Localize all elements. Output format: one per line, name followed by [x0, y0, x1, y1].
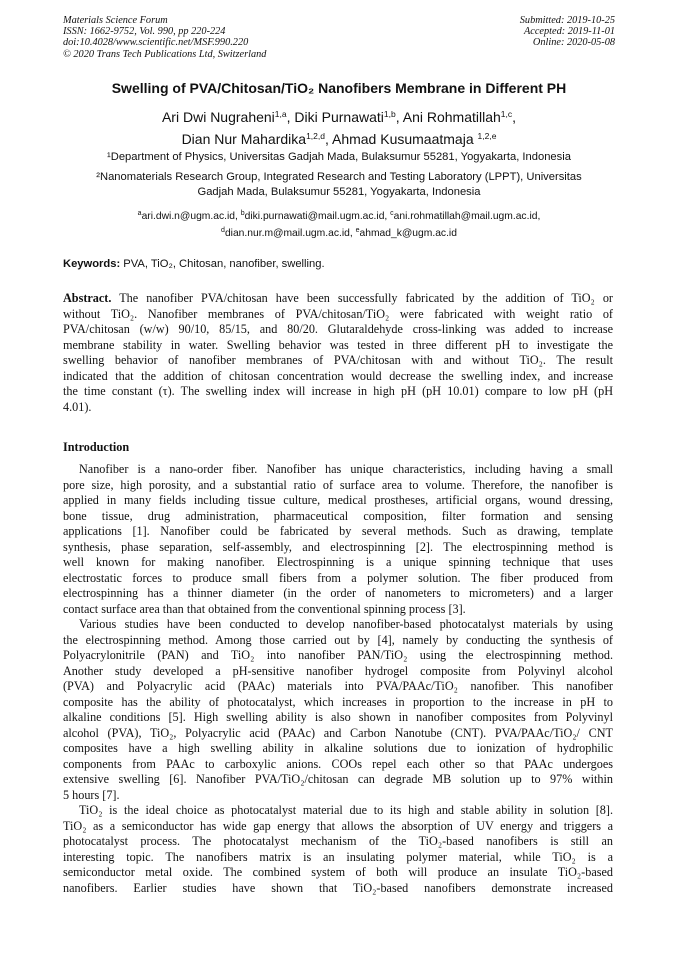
- author-affil-sup: 1,a: [274, 109, 287, 119]
- keywords-text: PVA, TiO₂, Chitosan, nanofiber, swelling.: [120, 258, 325, 270]
- email-sup: e: [355, 226, 360, 234]
- online-date: Online: 2020-05-08: [532, 37, 615, 49]
- accepted-date: Accepted: 2019-11-01: [523, 26, 615, 38]
- paper-title: Swelling of PVA/Chitosan/TiO₂ Nanofibers Membrane in Different PH: [111, 80, 567, 96]
- email-sup: b: [240, 210, 245, 217]
- journal-copyright: © 2020 Trans Tech Publications Ltd, Switzerland: [63, 48, 267, 60]
- email-link[interactable]: ari.dwi.n@ugm.ac.id,: [141, 211, 241, 222]
- paragraph-line: Polyacrylonitrile (PAN) and TiO₂ into nanofiber PAN/TiO₂ using the electrospinning method.: [63, 648, 613, 662]
- journal-doi: doi:10.4028/www.scientific.net/MSF.990.220: [63, 37, 249, 49]
- journal-name: Materials Science Forum: [63, 15, 168, 26]
- paragraph-line: Nanofiber is a nano-order fiber. Nanofiber has unique characteristics, including having a small: [79, 462, 613, 476]
- journal-info: [63, 15, 266, 60]
- paragraph-line: applied in many fields including tissue culture, medical prostheses, artificial organs, wound dressing,: [63, 493, 613, 507]
- author-line-1: Ari Dwi Nugraheni$^{1,a}$, Diki Purnawati$^{1,b}$, Ani Rohmatillah$^{1,c}$,: [161, 109, 517, 125]
- paragraph-line: synthesis, phase separation, self-assembly, and electrospinning [2]. The electrospinning method is: [63, 539, 613, 554]
- paragraph-line: components from PAAc to carboxylic anions. COOs repel each other so that PAAc undergoes: [63, 756, 613, 771]
- paragraph-line: electrospinning has a thinner diameter (in the order of nanometers to micrometers) and a larger: [63, 586, 613, 600]
- paragraph-line: composites have a high swelling ability in alkaline solutions due to ionization of hydrophilic: [63, 741, 613, 755]
- paragraph-line: composite has the ability of photocatalyst, which increases in proportion to the increase in pH to: [63, 694, 613, 709]
- abstract-line: without TiO₂. Nanofiber membranes of PVA/chitosan/TiO₂ were fabricated with weight ratio of: [63, 306, 613, 321]
- abstract-line: 4.01).: [63, 399, 92, 414]
- email-sup: a: [137, 210, 142, 217]
- paragraph-line: alcohol (PVA), TiO₂, Polyacrylic acid (PAAc) and Carbon Nanotube (CNT). PVA/PAAc/TiO₂/ CNT: [63, 725, 613, 740]
- paragraph-line: Another study developed a pH-sensitive nanofiber hydrogel composite from Polyvinyl alcohol: [63, 663, 613, 678]
- paragraph-line: photocatalyst process. The photocatalyst mechanism of the TiO₂-based nanofibers is still an: [63, 834, 613, 848]
- email-link[interactable]: dian.nur.m@mail.ugm.ac.id,: [224, 227, 356, 239]
- abstract-label: Abstract.: [63, 291, 112, 305]
- email-sup: d: [221, 226, 225, 234]
- paragraph-line: extensive swelling [6]. Nanofiber PVA/TiO₂/chitosan can degrade MB solution up to 97% within: [63, 772, 613, 786]
- keywords: [63, 258, 325, 270]
- paragraph-line: contact surface area than that obtained from the conventional spinning process [3].: [63, 601, 466, 616]
- journal-issn: ISSN: 1662-9752, Vol. 990, pp 220-224: [63, 26, 226, 38]
- affiliation-line: ²Nanomaterials Research Group, Integrated Research and Testing Laboratory (LPPT), Universitas: [96, 171, 582, 183]
- paragraph-line: semiconductor metal oxide. The combined system of both will produce an insulate TiO₂-based: [63, 865, 613, 879]
- author-emails: [58, 207, 620, 240]
- paragraph-line: electrostatic forces to produce small fibers from a polymer solution. The fiber produced from: [63, 570, 613, 585]
- submitted-date: Submitted: 2019-10-25: [519, 15, 615, 26]
- paragraph-line: 5 hours [7].: [63, 787, 120, 802]
- author-affil-sup: 1,c: [500, 109, 513, 119]
- email-link[interactable]: diki.purnawati@mail.ugm.ac.id,: [244, 211, 391, 222]
- abstract-line: membrane stability in water. Swelling behavior was tested in three different pH to investigate the: [63, 337, 613, 352]
- paragraph-line: (PVA) and Polyacrylic acid (PAAc) materials into PVA/PAAc/TiO₂ nanofiber. This nanofiber: [63, 679, 613, 693]
- author-name: Ari Dwi Nugraheni: [161, 109, 275, 125]
- affiliation-1: [58, 150, 620, 165]
- paragraph-line: nanofibers. Earlier studies have shown that TiO₂-based nanofibers demonstrate increased: [63, 880, 613, 895]
- paragraph-line: pore size, high porosity, and a substantial ratio of surface area to volume. Therefore, the nanofiber is: [63, 477, 613, 492]
- paragraph-line: bone tissue, drug administration, pharmaceutical composition, filter formation and sensing: [63, 508, 613, 523]
- paragraph-line: TiO₂ is the ideal choice as photocatalyst material due to its high and stable ability in solution [8].: [79, 803, 613, 817]
- submission-dates: [520, 15, 615, 49]
- email-link[interactable]: ani.rohmatillah@mail.ugm.ac.id,: [393, 211, 541, 222]
- email-line-2: [58, 224, 620, 241]
- abstract-line: Abstract. The nanofiber PVA/chitosan have been successfully fabricated by the addition of TiO₂ or: [63, 291, 613, 305]
- abstract-line: the time constant (τ). The swelling index will increase in high pH (pH 10.01) compare to low pH (pH: [63, 384, 613, 398]
- paragraph-line: interesting topic. The nanofibers matrix is an insulating polymer material, while TiO₂ is a: [63, 849, 613, 864]
- author-list: [40, 105, 638, 149]
- author-line-2: Dian Nur Mahardika$^{1,2,d}$, Ahmad Kusumaatmaja $^{1,2,e}$: [181, 131, 497, 147]
- paragraph-line: applications [1]. Nanofiber could be fabricated by several methods. Such as drawing, template: [63, 524, 613, 538]
- abstract: [63, 291, 613, 415]
- keywords-label: Keywords:: [63, 258, 121, 270]
- paragraph-line: the electrospinning method. Among those carried out by [4], namely by conducting the synthesis of: [63, 632, 613, 647]
- abstract-line: swelling behavior of nanofiber membranes of PVA/chitosan with and without TiO₂. The result: [63, 353, 613, 367]
- author-name: Dian Nur Mahardika: [181, 131, 307, 147]
- paragraph-line: TiO₂ as a semiconductor has wide gap energy that allows the absorption of UV energy and triggers a: [63, 818, 613, 833]
- paragraph-line: Various studies have been conducted to develop nanofiber-based photocatalyst materials by using: [79, 617, 613, 631]
- affiliation-line: ¹Department of Physics, Universitas Gadjah Mada, Bulaksumur 55281, Yogyakarta, Indonesia: [107, 151, 571, 163]
- abstract-line: PVA/chitosan (w/w) 90/10, 85/15, and 80/20. Glutaraldehyde cross-linking was added to increase: [63, 322, 613, 336]
- author-name: Diki Purnawati: [294, 109, 384, 125]
- author-affil-sup: 1,b: [383, 109, 396, 119]
- abstract-line: indicated that the addition of chitosan concentration would decrease the swelling index, and increase: [63, 368, 613, 383]
- introduction-body: [63, 462, 613, 896]
- author-name: Ahmad Kusumaatmaja: [331, 131, 474, 147]
- affiliation-line: Gadjah Mada, Bulaksumur 55281, Yogyakarta, Indonesia: [197, 185, 481, 198]
- section-heading-introduction: Introduction: [63, 440, 130, 454]
- author-affil-sup: 1,2,e: [477, 131, 497, 141]
- paragraph-line: well known for making nanofiber. Electrospinning is a unique spinning technique that uses: [63, 555, 613, 569]
- email-line-1: [58, 207, 620, 224]
- author-affil-sup: 1,2,d: [306, 131, 325, 141]
- affiliation-2: [58, 170, 620, 199]
- author-name: Ani Rohmatillah: [402, 109, 501, 125]
- email-sup: c: [390, 210, 394, 217]
- email-link[interactable]: ahmad_k@ugm.ac.id: [359, 227, 457, 239]
- paragraph-line: alkaline conditions [5]. High swelling ability is also shown in nanofiber composites from Polyvinyl: [63, 710, 613, 724]
